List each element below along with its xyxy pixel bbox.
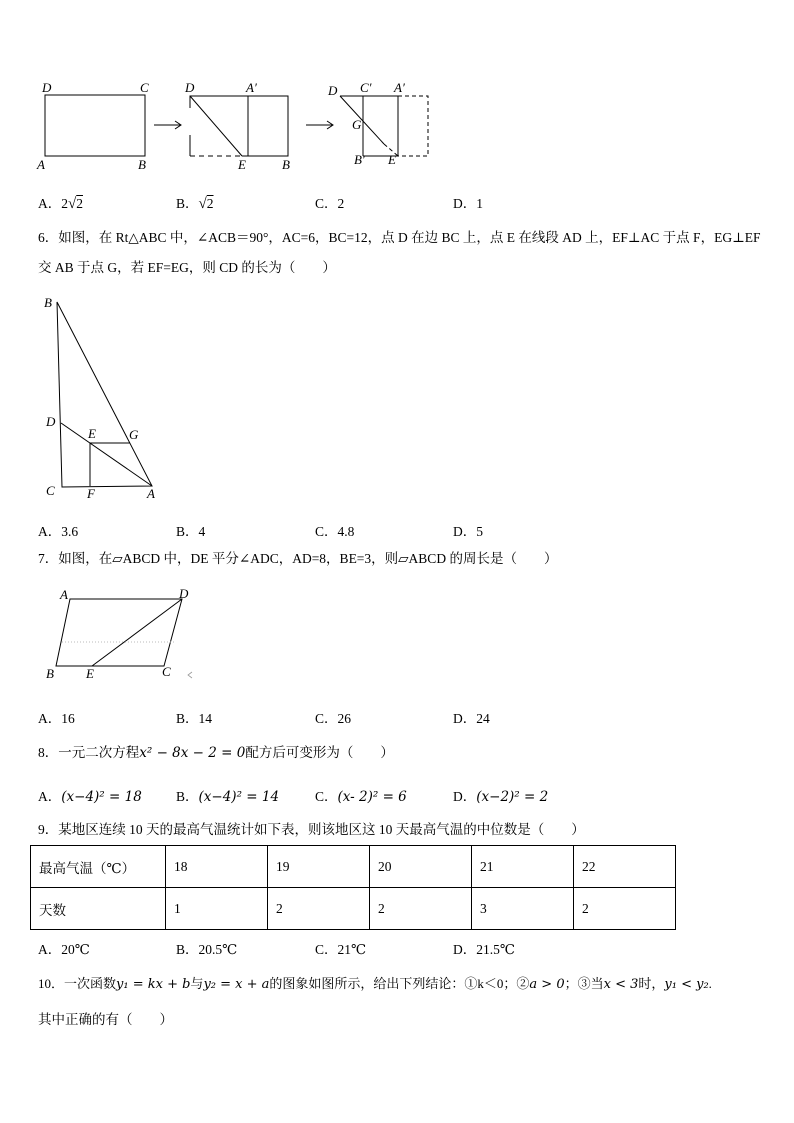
label-C: C: [46, 483, 55, 498]
label-A-prime3: A′: [394, 80, 405, 95]
q10-stem-line2: 其中正确的有（ ）: [38, 1012, 173, 1027]
q7-option-a: A．16: [38, 711, 75, 726]
table-row: [31, 846, 676, 888]
figure-q7-parallelogram: [40, 584, 200, 684]
temperature-table: [30, 845, 676, 930]
q6-option-a: A．3.6: [38, 524, 79, 539]
label-A: A: [37, 157, 45, 172]
table-cell: 19: [268, 846, 370, 888]
label-C: C: [140, 80, 149, 95]
q6-option-b: B．4: [176, 524, 206, 539]
table-cell: 最高气温（℃）: [31, 846, 166, 888]
label-A: A: [147, 486, 155, 501]
label-B: B: [138, 157, 146, 172]
table-cell: 天数: [31, 888, 166, 930]
label-B2: B: [282, 157, 290, 172]
fold-line-de: [190, 96, 242, 156]
label-G: G: [352, 117, 362, 132]
q5-option-c: C．2: [315, 196, 345, 211]
label-A: A: [60, 587, 68, 602]
table-cell: 22: [574, 846, 676, 888]
q6-stem-line1: 6．如图，在 Rt△ABC 中，∠ACB＝90°，AC=6，BC=12，点 D 在边 BC 上，点 E 在线段 AD 上，EF⊥AC 于点 F，EG⊥EF: [38, 230, 761, 245]
q9-option-b: B．20.5℃: [176, 942, 238, 957]
q6-option-d: D．5: [453, 524, 483, 539]
q10-stem-line1: 10．一次函数y₁ = kx + b与y₂ = x + a的图象如图所示，给出下列结论：①k＜0；②a > 0；③当x < 3时，y₁ < y₂.: [38, 976, 712, 992]
label-B: B: [46, 666, 54, 681]
q9-option-d: D．21.5℃: [453, 942, 515, 957]
label-C: C: [162, 664, 171, 679]
label-G: G: [129, 427, 139, 442]
table-cell: 20: [370, 846, 472, 888]
q7-option-d: D．24: [453, 711, 490, 726]
q5-option-a: A．2√2: [38, 196, 83, 212]
q8-option-b: B．(x−4)² = 14: [176, 789, 280, 805]
label-E: E: [86, 666, 94, 681]
table-row: [31, 888, 676, 930]
figure-fold-sequence: [30, 78, 450, 178]
q8-option-a: A．(x−4)² = 18: [38, 789, 142, 805]
table-cell: 18: [166, 846, 268, 888]
table-cell: 21: [472, 846, 574, 888]
label-D: D: [46, 414, 56, 429]
rectangle-abcd: [45, 95, 145, 156]
figure-q6-triangle: [40, 292, 170, 507]
label-F: F: [87, 486, 95, 501]
q6-stem-line2: 交 AB 于点 G，若 EF=EG，则 CD 的长为（ ）: [38, 260, 336, 275]
q9-option-c: C．21℃: [315, 942, 367, 957]
label-E: E: [238, 157, 246, 172]
label-B-prime: B′: [354, 152, 365, 167]
q8-option-d: D．(x−2)² = 2: [453, 789, 549, 805]
table-cell: 2: [268, 888, 370, 930]
q8-equation: x² − 8x − 2 = 0: [139, 745, 246, 761]
label-D3: D: [328, 83, 338, 98]
label-D: D: [42, 80, 52, 95]
table-cell: 3: [472, 888, 574, 930]
label-B: B: [44, 295, 52, 310]
label-E: E: [88, 426, 96, 441]
table-cell: 1: [166, 888, 268, 930]
q6-option-c: C．4.8: [315, 524, 355, 539]
label-C-prime: C′: [360, 80, 372, 95]
q8-option-c: C．(x- 2)² = 6: [315, 789, 407, 805]
table-cell: 2: [370, 888, 472, 930]
folded-outline: [190, 96, 288, 156]
label-E3: E: [388, 152, 396, 167]
q5-option-d: D．1: [453, 196, 483, 211]
q7-option-b: B．14: [176, 711, 213, 726]
label-D2: D: [185, 80, 195, 95]
label-A-prime: A′: [246, 80, 257, 95]
q5-option-b: B．√2: [176, 196, 214, 212]
table-cell: 2: [574, 888, 676, 930]
label-D: D: [179, 586, 189, 601]
q9-stem: 9．某地区连续 10 天的最高气温统计如下表，则该地区这 10 天最高气温的中位数是（ ）: [38, 822, 585, 837]
q8-stem: 8．一元二次方程x² − 8x − 2 = 0配方后可变形为（ ）: [38, 745, 394, 761]
q7-option-c: C．26: [315, 711, 352, 726]
q7-stem: 7．如图，在▱ABCD 中，DE 平分∠ADC，AD=8，BE=3，则▱ABCD 的周长是（ ）: [38, 551, 558, 566]
q9-option-a: A．20℃: [38, 942, 90, 957]
